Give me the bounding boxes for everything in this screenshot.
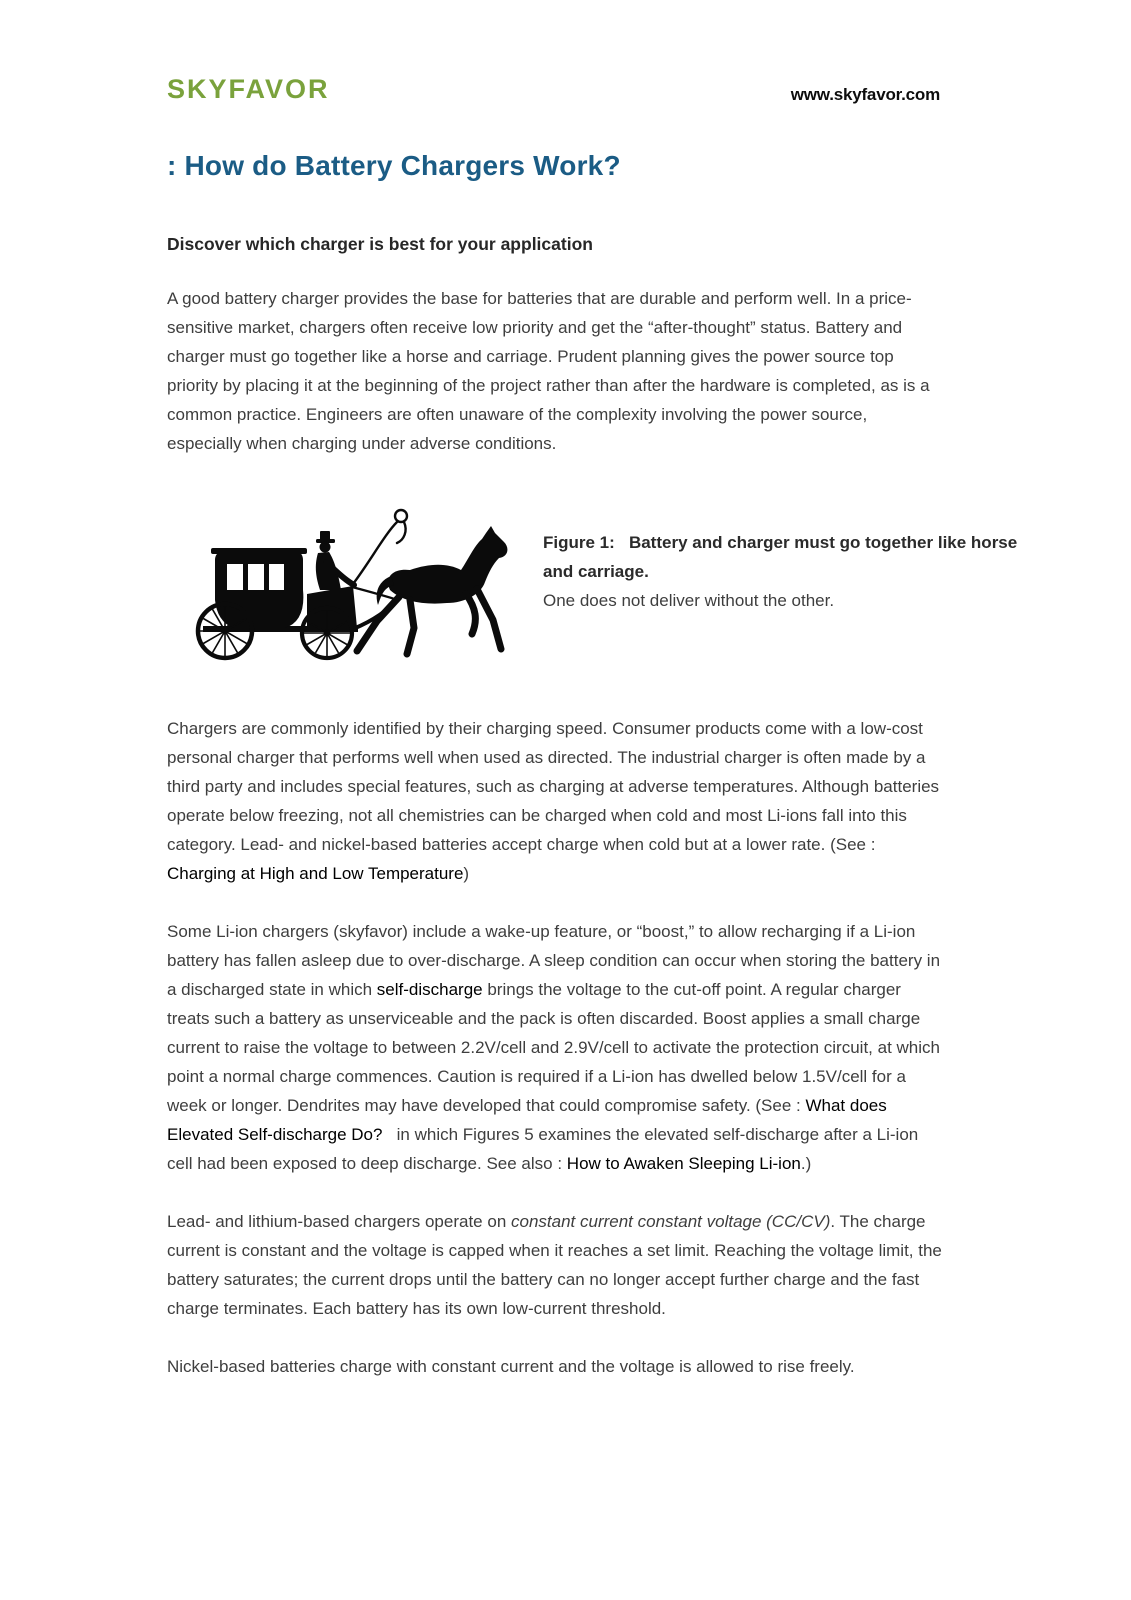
paragraph-3 <box>167 917 943 1178</box>
paragraph-3-text-2: brings the voltage to the cut-off point. A regular charger treats such a battery as unserviceable and the pack is often discarded. Boost applies a small charge current to raise the voltage to between 2.2V/cell and 2.9V/cell to activate the protection circuit, at which point a normal charge commences. Caution is required if a Li-ion has dwelled below 1.5V/cell for a week or longer. Dendrites may have developed that could compromise safety. (See : <box>167 980 940 1115</box>
front-wheel-icon <box>302 608 352 658</box>
paragraph-3-text-4: .) <box>800 1154 812 1173</box>
paragraph-1: A good battery charger provides the base for batteries that are durable and perform well. In a price-sensitive market, chargers often receive low priority and get the “after-thought” status. Battery and charger must go together like a horse and carriage. Prudent planning gives the power source top priority by placing it at the beginning of the project rather than after the hardware is completed, as is a common practice. Engineers are often unaware of the complexity involving the power source, especially when charging under adverse conditions. <box>167 289 930 453</box>
figure-1-caption <box>543 490 1021 662</box>
paragraph-2-text-2: ) <box>463 864 470 883</box>
website-url: www.skyfavor.com <box>790 85 940 104</box>
driver-icon <box>316 531 354 590</box>
paragraph-4 <box>167 1207 943 1323</box>
article-subtitle: Discover which charger is best for your application <box>167 234 593 254</box>
cc-cv-term: constant current constant voltage (CC/CV) <box>511 1212 831 1231</box>
paragraph-2 <box>167 714 943 888</box>
paragraph-5: Nickel-based batteries charge with constant current and the voltage is allowed to rise freely. <box>167 1357 855 1376</box>
link-how-to-awaken-sleeping-li-ion[interactable]: How to Awaken Sleeping Li-ion <box>566 1154 801 1173</box>
skyfavor-logo: SKYFAVOR <box>167 74 330 104</box>
rear-wheel-icon <box>198 604 252 658</box>
paragraph-2-text-1: Chargers are commonly identified by their charging speed. Consumer products come with a low-cost personal charger that performs well when used as directed. The industrial charger is often made by a third party and includes special features, such as charging at adverse temperatures. Although batteries operate below freezing, not all chemistries can be charged when cold and most Li-ions fall into this category. Lead- and nickel-based batteries accept charge when cold but at a lower rate. (See : <box>167 719 940 854</box>
figure-1 <box>167 490 1067 662</box>
article-content <box>167 149 1018 1381</box>
figure-caption-title: Figure 1: Battery and charger must go together like horse and carriage. <box>543 533 1018 581</box>
paragraph-3-text-3: in which Figures 5 examines the elevated self-discharge after a Li-ion cell had been exposed to deep discharge. See also : <box>167 1125 919 1173</box>
paragraph-4-text-1: Lead- and lithium-based chargers operate on <box>167 1212 511 1231</box>
paragraph-4-text-2: . The charge current is constant and the voltage is capped when it reaches a set limit. Reaching the voltage limit, the battery saturates; the current drops until the battery can no longer accept further charge and the fast charge terminates. Each battery has its own low-current threshold. <box>167 1212 942 1318</box>
link-self-discharge[interactable]: self-discharge <box>376 980 483 999</box>
horse-and-carriage-silhouette-icon <box>185 490 520 662</box>
article-title: : How do Battery Chargers Work? <box>167 150 621 181</box>
link-charging-at-high-and-low-temperature[interactable]: Charging at High and Low Temperature <box>167 864 464 883</box>
horse-and-carriage-image <box>185 490 520 662</box>
figure-caption-text: One does not deliver without the other. <box>543 591 835 610</box>
link-what-does-elevated-self-discharge-do[interactable]: What does Elevated Self-discharge Do? <box>167 1096 887 1144</box>
paragraph-3-text-1: Some Li-ion chargers (skyfavor) include a wake-up feature, or “boost,” to allow recharging if a Li-ion battery has fallen asleep due to over-discharge. A sleep condition can occur when storing the battery in a discharged state in which <box>167 922 941 999</box>
page-header <box>167 74 940 105</box>
